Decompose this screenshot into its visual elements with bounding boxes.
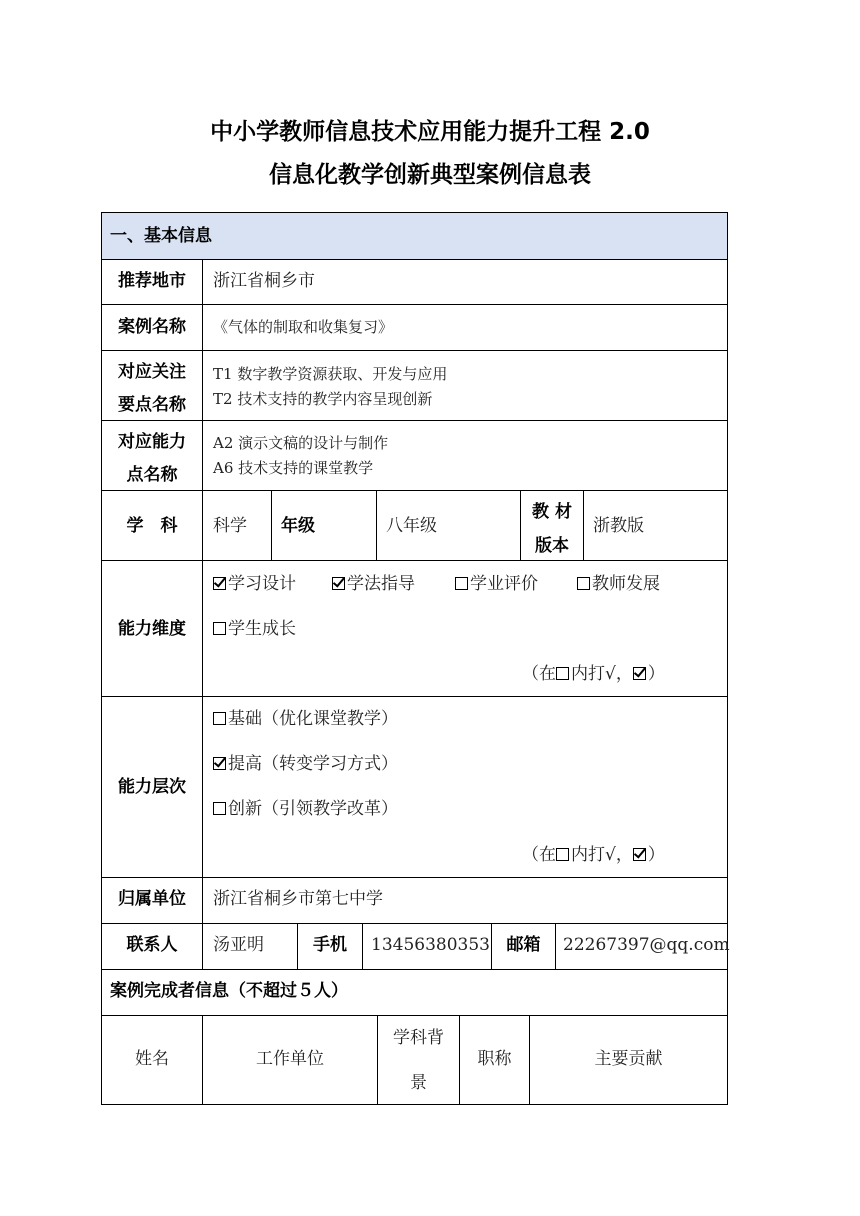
row-divider xyxy=(101,350,728,351)
value-city: 浙江省桐乡市 xyxy=(213,271,315,291)
label-unit: 归属单位 xyxy=(118,889,186,909)
option-learning-guidance[interactable]: 学法指导 xyxy=(332,576,415,593)
row-divider xyxy=(101,420,728,421)
header-subject-background-line2: 景 xyxy=(410,1073,427,1093)
label-textbook-line2: 版本 xyxy=(535,536,569,556)
value-phone: 13456380353 xyxy=(371,935,490,955)
value-contact: 汤亚明 xyxy=(213,935,264,955)
label-completers: 案例完成者信息（不超过５人） xyxy=(110,981,348,1001)
row-divider xyxy=(101,1015,728,1016)
value-focus-2: T2 技术支持的教学内容呈现创新 xyxy=(213,390,433,408)
option-level-improve[interactable]: 提高（转变学习方式） xyxy=(213,756,398,773)
label-phone: 手机 xyxy=(313,935,347,955)
row-divider xyxy=(101,877,728,878)
checkbox-icon[interactable] xyxy=(213,622,226,635)
checkbox-checked-icon xyxy=(633,667,646,680)
row-divider xyxy=(101,696,728,697)
column-divider xyxy=(555,923,556,969)
label-city: 推荐地市 xyxy=(118,271,186,291)
row-divider xyxy=(101,969,728,970)
label-focus-line1: 对应关注 xyxy=(118,362,186,382)
value-subject: 科学 xyxy=(213,516,247,536)
checkbox-icon[interactable] xyxy=(213,802,226,815)
checkbox-icon[interactable] xyxy=(213,712,226,725)
value-email: 22267397@qq.com xyxy=(563,935,730,955)
checkbox-icon[interactable] xyxy=(577,577,590,590)
column-divider xyxy=(271,490,272,560)
document-title-line2: 信息化教学创新典型案例信息表 xyxy=(269,162,591,188)
column-divider xyxy=(202,259,203,969)
header-name: 姓名 xyxy=(135,1049,169,1069)
checkbox-checked-icon[interactable] xyxy=(332,577,345,590)
check-instruction-note: （在 内打√， ） xyxy=(522,845,665,865)
option-student-growth[interactable]: 学生成长 xyxy=(213,621,296,638)
row-divider xyxy=(101,259,728,260)
header-main-contribution: 主要贡献 xyxy=(594,1049,663,1069)
value-unit: 浙江省桐乡市第七中学 xyxy=(213,889,383,909)
label-subject: 学 科 xyxy=(126,516,178,536)
row-divider xyxy=(101,490,728,491)
value-case-name: 《气体的制取和收集复习》 xyxy=(213,318,394,336)
label-grade: 年级 xyxy=(281,516,315,536)
header-work-unit: 工作单位 xyxy=(256,1049,324,1069)
row-divider xyxy=(101,560,728,561)
label-ability-line2: 点名称 xyxy=(126,465,178,485)
column-divider xyxy=(583,490,584,560)
value-grade: 八年级 xyxy=(386,516,437,536)
header-job-title: 职称 xyxy=(477,1049,512,1069)
option-level-basic[interactable]: 基础（优化课堂教学） xyxy=(213,711,398,728)
check-instruction-note: （在 内打√， ） xyxy=(522,664,665,684)
value-ability-1: A2 演示文稿的设计与制作 xyxy=(213,434,389,452)
checkbox-checked-icon[interactable] xyxy=(213,757,226,770)
row-divider xyxy=(101,304,728,305)
label-textbook-line1: 教 材 xyxy=(532,502,572,522)
option-academic-evaluation[interactable]: 学业评价 xyxy=(455,576,538,593)
checkbox-icon xyxy=(556,667,569,680)
label-ability-line1: 对应能力 xyxy=(118,432,186,452)
value-textbook: 浙教版 xyxy=(593,516,644,536)
label-level: 能力层次 xyxy=(118,777,186,797)
checkbox-icon xyxy=(556,848,569,861)
checkbox-icon[interactable] xyxy=(455,577,468,590)
column-divider xyxy=(362,923,363,969)
option-teacher-development[interactable]: 教师发展 xyxy=(577,576,660,593)
label-contact: 联系人 xyxy=(126,935,178,955)
value-ability-2: A6 技术支持的课堂教学 xyxy=(213,459,374,477)
header-subject-background-line1: 学科背 xyxy=(393,1028,444,1048)
option-level-innovate[interactable]: 创新（引领教学改革） xyxy=(213,801,398,818)
label-case-name: 案例名称 xyxy=(118,317,186,337)
label-email: 邮箱 xyxy=(506,935,541,955)
value-focus-1: T1 数字教学资源获取、开发与应用 xyxy=(213,365,448,383)
checkbox-checked-icon[interactable] xyxy=(213,577,226,590)
row-divider xyxy=(101,923,728,924)
option-learning-design[interactable]: 学习设计 xyxy=(213,576,296,593)
section-title-basic-info: 一、基本信息 xyxy=(110,226,212,246)
label-dimension: 能力维度 xyxy=(118,619,186,639)
label-focus-line2: 要点名称 xyxy=(118,395,186,415)
document-title-line1: 中小学教师信息技术应用能力提升工程 2.0 xyxy=(210,119,650,145)
column-divider xyxy=(376,490,377,560)
table-frame xyxy=(101,212,728,1105)
checkbox-checked-icon xyxy=(633,848,646,861)
